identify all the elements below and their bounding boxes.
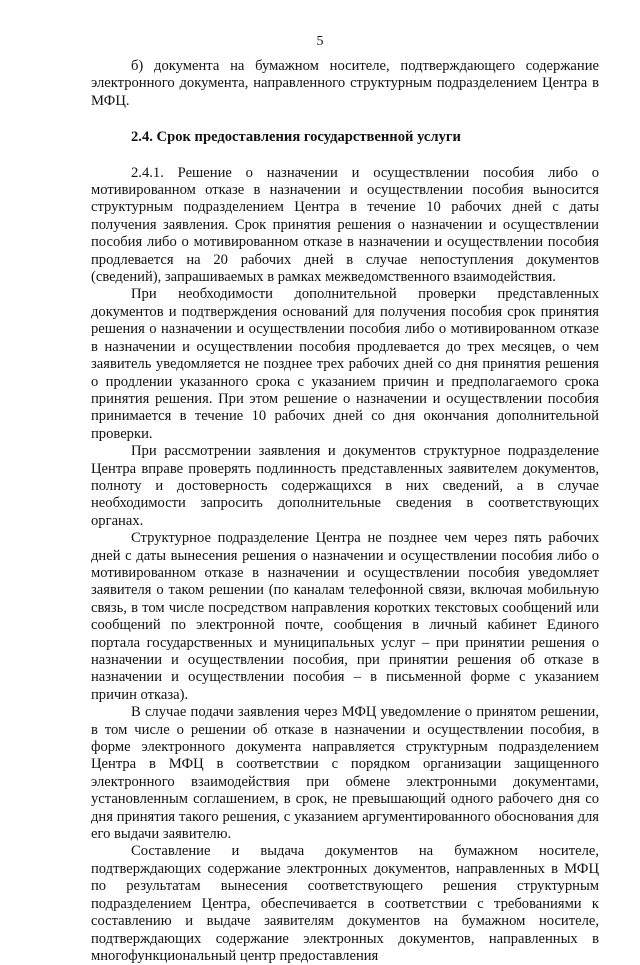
page-number: 5 [316,34,324,49]
paragraph-review: При рассмотрении заявления и документов структурное подразделение Центра вправе проверять подлинность представленных заявителем документов, полноту и достоверность содержащихся в них сведений, а в случае необходимости запросить дополнительные сведения в соответствующих органах. [91,443,599,529]
paragraph-mfc-notification: В случае подачи заявления через МФЦ уведомление о принятом решении, в том числе о решении об отказе в назначении и осуществлении пособия, в форме электронного документа направляется структурным подразделением Центра в МФЦ в соответствии с порядком организации защищенного электронного взаимодействия при обмене электронными документами, установленным соглашением, в срок, не превышающий одного рабочего дня со дня принятия такого решения, с указанием аргументированного обоснования для его выдачи заявителю. [91,704,599,843]
paragraph-2-4-1: 2.4.1. Решение о назначении и осуществлении пособия либо о мотивированном отказе в назначении и осуществлении пособия выносится структурным подразделением Центра в течение 10 рабочих дней с даты получения заявления. Срок принятия решения о назначении и осуществлении пособия либо о мотивированном отказе в назначении и осуществлении пособия продлевается на 20 рабочих дней в случае непоступления документов (сведений), запрашиваемых в рамках межведомственного взаимодействия. [91,164,599,286]
paragraph-notification: Структурное подразделение Центра не позднее чем через пять рабочих дней с даты вынесения решения о назначении и осуществлении пособия либо о мотивированном отказе в назначении и осуществлении пособия уведомляет заявителя о таком решении (по каналам телефонной связи, включая мобильную связь, в том числе посредством направления коротких текстовых сообщений или сообщений по электронной почте, сообщения в личный кабинет Единого портала государственных и муниципальных услуг – при принятии решения о назначении и осуществлении пособия, при принятии решения об отказе в назначении и осуществлении пособия – в письменной форме с указанием причин отказа). [91,530,599,703]
paragraph-paper-documents: Составление и выдача документов на бумажном носителе, подтверждающих содержание электронных документов, направленных в МФЦ по результатам вынесения соответствующего решения структурным подразделением Центра, обеспечивается в соответствии с требованиями к составлению и выдаче заявителям документов на бумажном носителе, подтверждающих содержание электронных документов, направленных в многофункциональный центр предоставления [91,843,599,964]
paragraph-item-b: б) документа на бумажном носителе, подтверждающего содержание электронного документа, направленного структурным подразделением Центра в МФЦ. [91,58,599,109]
document-body [91,58,599,965]
paragraph-additional-check: При необходимости дополнительной проверки представленных документов и подтверждения оснований для получения пособия срок принятия решения о назначении и осуществлении пособия либо о мотивированном отказе в назначении и осуществлении пособия продлевается до трех месяцев, о чем заявитель уведомляется не позднее трех рабочих дней со дня принятия решения о продлении указанного срока с указанием причин и предполагаемого срока принятия решения. При этом решение о назначении и осуществлении пособия принимается в течение 10 рабочих дней со дня окончания дополнительной проверки. [91,286,599,442]
section-heading: 2.4. Срок предоставления государственной услуги [131,129,461,146]
